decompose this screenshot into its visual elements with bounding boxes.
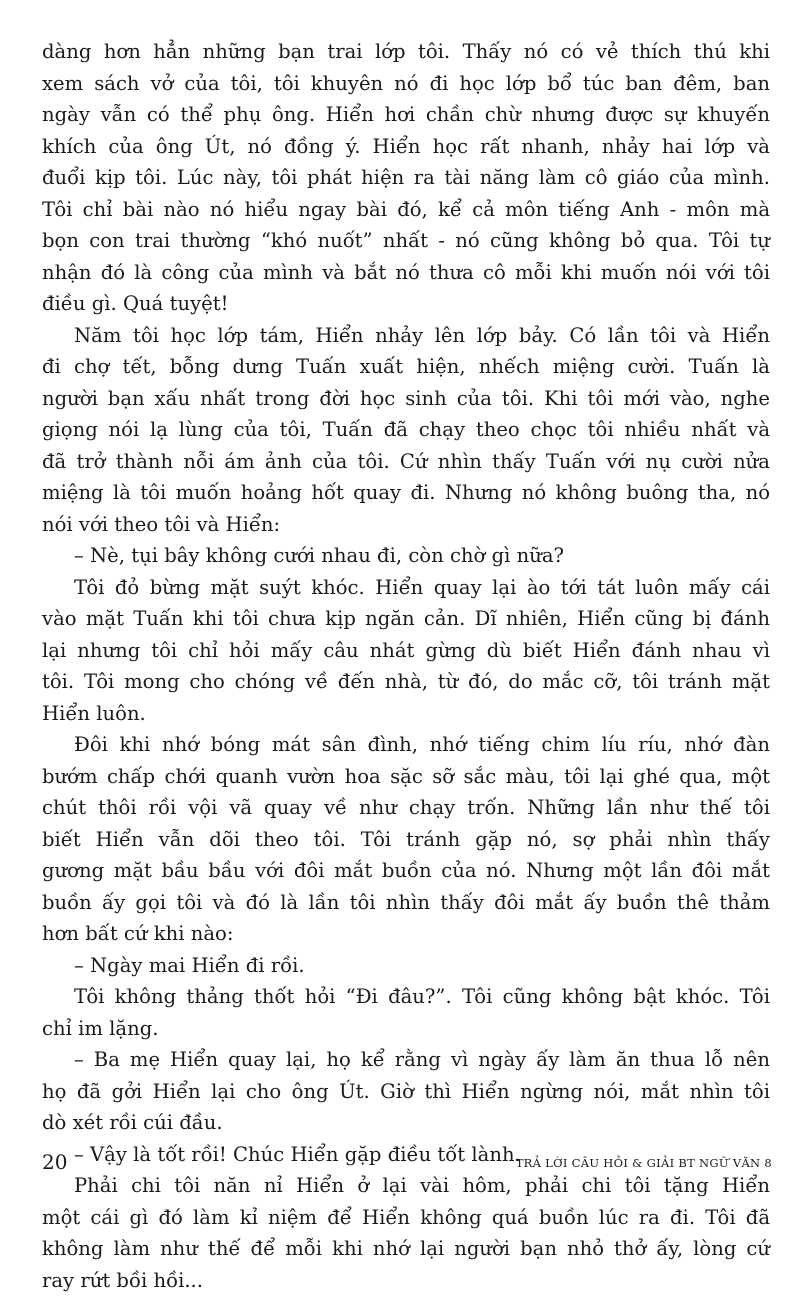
- page-footer: [42, 1150, 772, 1180]
- text-line: ray rứt bồi hồi...: [42, 1265, 770, 1296]
- text-line: vào mặt Tuấn khi tôi chưa kịp ngăn cản. Dĩ nhiên, Hiển cũng bị đánh: [42, 603, 770, 635]
- dialogue-line-3: [42, 1044, 770, 1139]
- text-line: buồn ấy gọi tôi và đó là lần tôi nhìn thấy đôi mắt ấy buồn thê thảm: [42, 887, 770, 919]
- paragraph-4: [42, 729, 770, 950]
- text-line: – Vậy là tốt rồi! Chúc Hiển gặp điều tốt lành.: [42, 1139, 770, 1171]
- text-line: khích của ông Út, nó đồng ý. Hiển học rất nhanh, nhảy hai lớp và: [42, 131, 770, 163]
- text-line: Tôi chỉ bài nào nó hiểu ngay bài đó, kể cả môn tiếng Anh - môn mà: [42, 194, 770, 226]
- text-line: họ đã gởi Hiển lại cho ông Út. Giờ thì Hiển ngừng nói, mắt nhìn tôi: [42, 1076, 770, 1108]
- text-line: người bạn xấu nhất trong đời học sinh của tôi. Khi tôi mới vào, nghe: [42, 383, 770, 415]
- text-line: Tôi đỏ bừng mặt suýt khóc. Hiển quay lại ào tới tát luôn mấy cái: [42, 572, 770, 604]
- page-number: 20: [42, 1150, 67, 1174]
- text-line: biết Hiển vẫn dõi theo tôi. Tôi tránh gặp nó, sợ phải nhìn thấy: [42, 824, 770, 856]
- page-body: [42, 36, 770, 1296]
- text-line: – Ngày mai Hiển đi rồi.: [42, 950, 770, 982]
- text-line: chút thôi rồi vội vã quay về như chạy trốn. Những lần như thế tôi: [42, 792, 770, 824]
- dialogue-line-2: [42, 950, 770, 982]
- text-line: bướm chấp chới quanh vườn hoa sặc sỡ sắc màu, tôi lại ghé qua, một: [42, 761, 770, 793]
- text-line: ngày vẫn có thể phụ ông. Hiển hơi chần chừ nhưng được sự khuyến: [42, 99, 770, 131]
- text-line: Tôi không thảng thốt hỏi “Đi đâu?”. Tôi cũng không bật khóc. Tôi: [42, 981, 770, 1013]
- text-line: gương mặt bầu bầu với đôi mắt buồn của nó. Nhưng một lần đôi mắt: [42, 855, 770, 887]
- text-line: giọng nói lạ lùng của tôi, Tuấn đã chạy theo chọc tôi nhiều nhất và: [42, 414, 770, 446]
- text-line: xem sách vở của tôi, tôi khuyên nó đi học lớp bổ túc ban đêm, ban: [42, 68, 770, 100]
- text-line: – Ba mẹ Hiển quay lại, họ kể rằng vì ngày ấy làm ăn thua lỗ nên: [42, 1044, 770, 1076]
- paragraph-5: [42, 981, 770, 1044]
- text-line: nói với theo tôi và Hiển:: [42, 509, 770, 541]
- text-line: điều gì. Quá tuyệt!: [42, 288, 770, 320]
- text-line: hơn bất cứ khi nào:: [42, 918, 770, 950]
- text-line: đã trở thành nỗi ám ảnh của tôi. Cứ nhìn thấy Tuấn với nụ cười nửa: [42, 446, 770, 478]
- text-line: một cái gì đó làm kỉ niệm để Hiển không quá buồn lúc ra đi. Tôi đã: [42, 1202, 770, 1234]
- text-line: bọn con trai thường “khó nuốt” nhất - nó cũng không bỏ qua. Tôi tự: [42, 225, 770, 257]
- text-line: Đôi khi nhớ bóng mát sân đình, nhớ tiếng chim líu ríu, nhớ đàn: [42, 729, 770, 761]
- paragraph-1: [42, 36, 770, 320]
- paragraph-2: [42, 320, 770, 541]
- text-line: lại nhưng tôi chỉ hỏi mấy câu nhát gừng dù biết Hiển đánh nhau vì: [42, 635, 770, 667]
- text-line: Phải chi tôi năn nỉ Hiển ở lại vài hôm, phải chi tôi tặng Hiển: [42, 1170, 770, 1202]
- text-line: dò xét rồi cúi đầu.: [42, 1107, 770, 1139]
- text-line: dàng hơn hẳn những bạn trai lớp tôi. Thấy nó có vẻ thích thú khi: [42, 36, 770, 68]
- paragraph-6: [42, 1170, 770, 1296]
- paragraph-3: [42, 572, 770, 730]
- book-title: TRẢ LỜI CÂU HỎI & GIẢI BT NGỮ VĂN 8: [516, 1156, 772, 1170]
- text-line: Hiển luôn.: [42, 698, 770, 730]
- text-line: tôi. Tôi mong cho chóng về đến nhà, từ đó, do mắc cỡ, tôi tránh mặt: [42, 666, 770, 698]
- text-line: đi chợ tết, bỗng dưng Tuấn xuất hiện, nhếch miệng cười. Tuấn là: [42, 351, 770, 383]
- text-line: nhận đó là công của mình và bắt nó thưa cô mỗi khi muốn nói với tôi: [42, 257, 770, 289]
- text-line: – Nè, tụi bây không cưới nhau đi, còn chờ gì nữa?: [42, 540, 770, 572]
- text-line: miệng là tôi muốn hoảng hốt quay đi. Nhưng nó không buông tha, nó: [42, 477, 770, 509]
- text-line: Năm tôi học lớp tám, Hiển nhảy lên lớp bảy. Có lần tôi và Hiển: [42, 320, 770, 352]
- text-line: chỉ im lặng.: [42, 1013, 770, 1045]
- text-line: đuổi kịp tôi. Lúc này, tôi phát hiện ra tài năng làm cô giáo của mình.: [42, 162, 770, 194]
- dialogue-line-1: [42, 540, 770, 572]
- text-line: không làm như thế để mỗi khi nhớ lại người bạn nhỏ thở ấy, lòng cứ: [42, 1233, 770, 1265]
